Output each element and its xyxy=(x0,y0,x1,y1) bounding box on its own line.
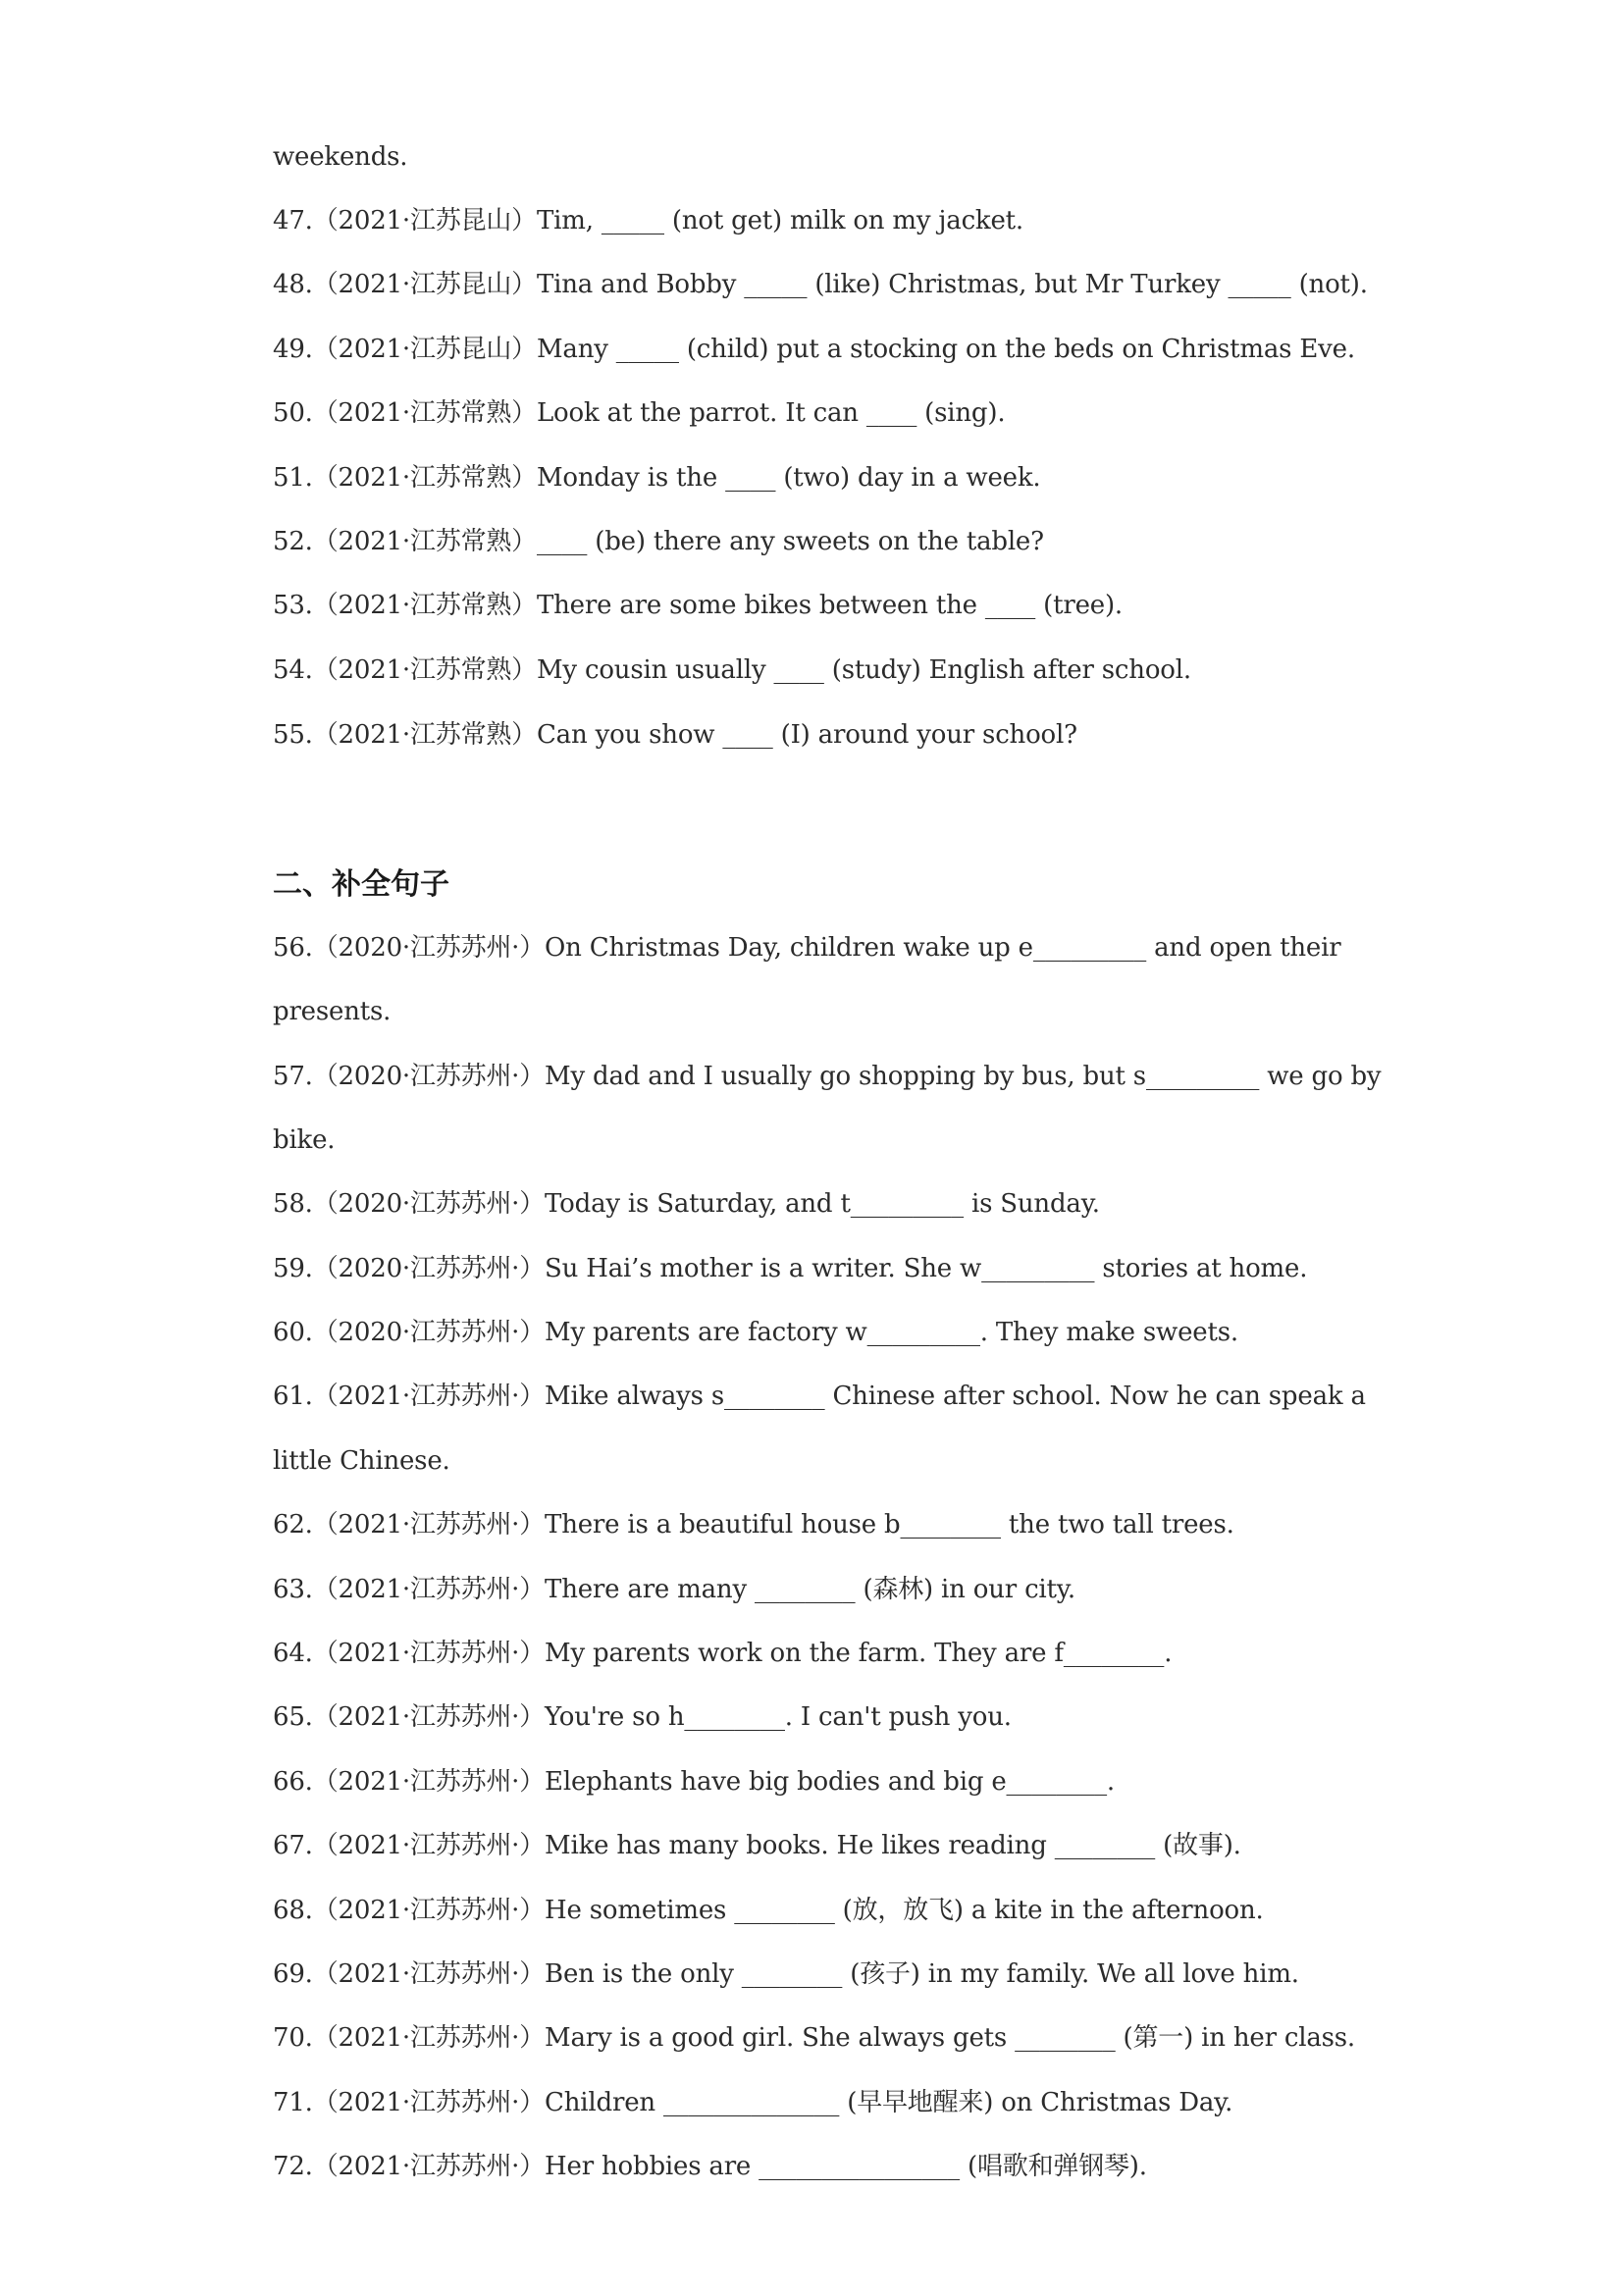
question-57: 57.（2020·江苏苏州·）My dad and I usually go shopping by bus, but s_________ we go by xyxy=(273,1062,1382,1091)
question-68: 68.（2021·江苏苏州·）He sometimes ________ (放，放飞) a kite in the afternoon. xyxy=(273,1896,1264,1925)
question-60: 60.（2020·江苏苏州·）My parents are factory w_________. They make sweets. xyxy=(273,1318,1238,1347)
question-62: 62.（2021·江苏苏州·）There is a beautiful house b________ the two tall trees. xyxy=(273,1510,1234,1539)
question-61: 61.（2021·江苏苏州·）Mike always s________ Chinese after school. Now he can speak a xyxy=(273,1382,1366,1411)
question-63: 63.（2021·江苏苏州·）There are many ________ (森林) in our city. xyxy=(273,1575,1075,1604)
question-51: 51.（2021·江苏常熟）Monday is the ____ (two) day in a week. xyxy=(273,463,1041,493)
question-49: 49.（2021·江苏昆山）Many _____ (child) put a stocking on the beds on Christmas Eve. xyxy=(273,335,1355,364)
question-64: 64.（2021·江苏苏州·）My parents work on the farm. They are f________. xyxy=(273,1639,1173,1668)
question-48: 48.（2021·江苏昆山）Tina and Bobby _____ (like) Christmas, but Mr Turkey _____ (not). xyxy=(273,270,1368,299)
question-58: 58.（2020·江苏苏州·）Today is Saturday, and t_________ is Sunday. xyxy=(273,1189,1100,1219)
question-56: 56.（2020·江苏苏州·）On Christmas Day, children wake up e_________ and open their xyxy=(273,933,1341,963)
question-70: 70.（2021·江苏苏州·）Mary is a good girl. She always gets ________ (第一) in her class. xyxy=(273,2023,1355,2053)
question-54: 54.（2021·江苏常熟）My cousin usually ____ (study) English after school. xyxy=(273,655,1191,685)
question-66: 66.（2021·江苏苏州·）Elephants have big bodies and big e________. xyxy=(273,1767,1115,1797)
question-71: 71.（2021·江苏苏州·）Children ______________ (早早地醒来) on Christmas Day. xyxy=(273,2088,1233,2117)
text-line: weekends. xyxy=(273,142,408,172)
text-line: presents. xyxy=(273,997,392,1026)
question-53: 53.（2021·江苏常熟）There are some bikes between the ____ (tree). xyxy=(273,591,1123,620)
question-67: 67.（2021·江苏苏州·）Mike has many books. He likes reading ________ (故事). xyxy=(273,1831,1241,1860)
question-69: 69.（2021·江苏苏州·）Ben is the only ________ (孩子) in my family. We all love him. xyxy=(273,1959,1299,1989)
question-47: 47.（2021·江苏昆山）Tim, _____ (not get) milk on my jacket. xyxy=(273,206,1023,235)
question-50: 50.（2021·江苏常熟）Look at the parrot. It can ____ (sing). xyxy=(273,398,1006,428)
text-line: bike. xyxy=(273,1125,336,1155)
question-65: 65.（2021·江苏苏州·）You're so h________. I can't push you. xyxy=(273,1702,1012,1732)
question-55: 55.（2021·江苏常熟）Can you show ____ (I) around your school? xyxy=(273,720,1077,750)
question-52: 52.（2021·江苏常熟）____ (be) there any sweets on the table? xyxy=(273,527,1044,556)
section-heading: 二、补全句子 xyxy=(273,867,449,902)
question-59: 59.（2020·江苏苏州·）Su Hai’s mother is a writer. She w_________ stories at home. xyxy=(273,1254,1308,1283)
question-72: 72.（2021·江苏苏州·）Her hobbies are ________________ (唱歌和弹钢琴). xyxy=(273,2152,1147,2181)
text-line: little Chinese. xyxy=(273,1446,450,1476)
